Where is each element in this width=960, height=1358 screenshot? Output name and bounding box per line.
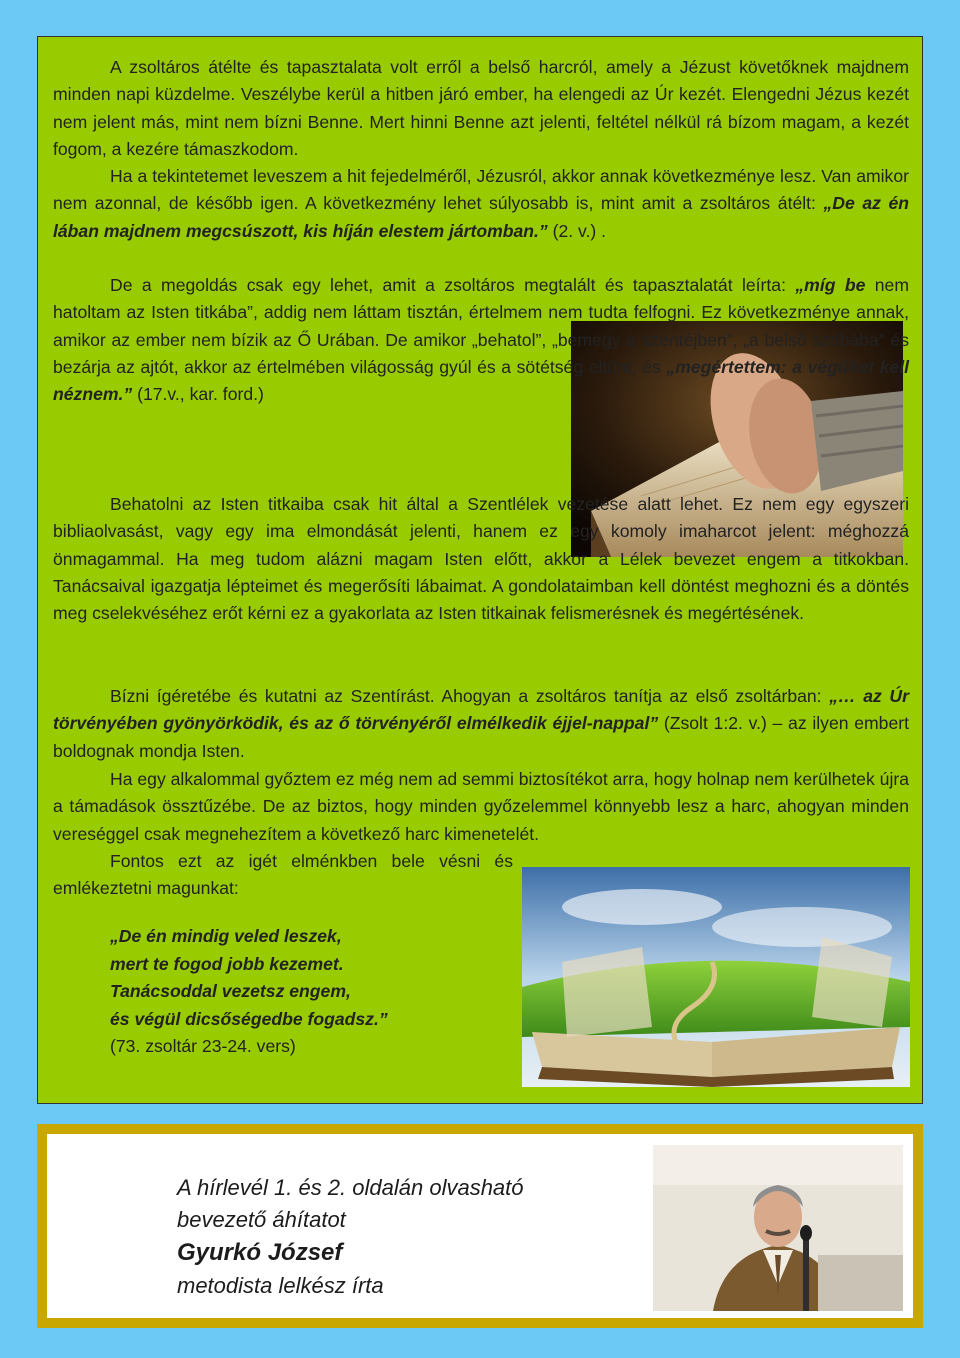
- credit-line-1: A hírlevél 1. és 2. oldalán olvasható: [177, 1175, 524, 1200]
- quote-psalm-17a: „míg be: [795, 275, 866, 295]
- paragraph-3-text-a: De a megoldás csak egy lehet, amit a zsoltáros megtalált és tapasztalatát leírta:: [110, 275, 796, 295]
- paragraph-3-ref: (17.v., kar. ford.): [132, 384, 264, 405]
- quote-psalm-1: „… az Úr törvényében gyönyörködik, és az ő törvényéről elmélkedik éjjel-nappal”: [53, 686, 909, 734]
- open-book-landscape-photo: [522, 867, 910, 1087]
- paragraph-2-ref: (2. v.) .: [547, 220, 607, 241]
- paragraph-5-ref: (Zsolt 1:2. v.) – az ilyen embert boldognak mondja Isten.: [53, 713, 909, 761]
- verse-reference: (73. zsoltár 23-24. vers): [110, 1036, 296, 1056]
- verse-line-4: és végül dicsőségedbe fogadsz.”: [110, 1008, 388, 1029]
- quote-psalm-2: „De az én lában majdnem megcsúszott, kis híján elestem jártomban.”: [53, 193, 909, 241]
- paragraph-2-text: Ha a tekintetemet leveszem a hit fejedelméről, Jézusról, akkor annak következménye lesz. Van amikor nem azonnal, de később igen. A következmény lehet súlyosabb is, mint amit a zsoltáros átélt:: [53, 166, 909, 214]
- article-box: [37, 36, 923, 1104]
- author-role: metodista lelkész írta: [177, 1273, 384, 1298]
- author-name: Gyurkó József: [177, 1239, 343, 1266]
- author-photo: [653, 1145, 903, 1311]
- paragraph-1: A zsoltáros átélte és tapasztalata volt erről a belső harcról, amely a Jézust követőknek majdnem minden napi küzdelme. Veszélybe kerül a hitben járó ember, ha elengedi az Úr kezét. Elengedni Jézus kezét nem jelent más, mint nem bízni Benne. Mert hinni Benne azt jelenti, feltétel nélkül rá bízom magam, a kezét fogom, a kezére támaszkodom.: [53, 57, 909, 159]
- verse-line-1: „De én mindig veled leszek,: [110, 926, 342, 946]
- paragraph-5: [53, 683, 909, 765]
- quote-psalm-17b: „megértettem: a végüket kell néznem.”: [53, 356, 910, 405]
- paragraph-3: [53, 272, 909, 408]
- paragraph-2: [53, 163, 909, 245]
- paragraph-6: Ha egy alkalommal győztem ez még nem ad semmi biztosítékot arra, hogy holnap nem kerülhetek újra a támadások össztűzébe. De az biztos, hogy minden győzelemmel könnyebb lesz a harc, ahogyan minden vereséggel csak megnehezítem a következő harc kimenetelét.: [53, 769, 909, 844]
- credit-line-2: bevezető áhítatot: [177, 1207, 346, 1232]
- verse-line-2: mert te fogod jobb kezemet.: [110, 953, 344, 974]
- verse-line-3: Tanácsoddal vezetsz engem,: [110, 981, 351, 1001]
- paragraph-3-text-b: nem hatoltam az Isten titkába”, addig nem láttam tisztán, értelmem nem tudta felfogni. Ez következménye annak, amikor az ember nem bízik az Ő Urában. De amikor „behatol”, „bemegy a szentéjben”, „a belső szobába” és bezárja az ajtót, akkor az értelmében világosság gyúl és a sötétség eltűnt, és: [53, 275, 909, 377]
- paragraph-5-text: Bízni ígéretébe és kutatni az Szentírást. Ahogyan a zsoltáros tanítja az első zsoltárban:: [110, 686, 830, 706]
- paragraph-7: Fontos ezt az igét elménkben bele vésni és emlékeztetni magunkat:: [53, 851, 513, 899]
- psalm-verse-block: [110, 923, 470, 1061]
- author-credit: [177, 1172, 524, 1302]
- paragraph-4: Behatolni az Isten titkaiba csak hit által a Szentlélek vezetése alatt lehet. Ez nem egy egyszeri bibliaolvasást, vagy egy ima elmondását jelenti, hanem ez egy komoly imaharcot jelent: méghozzá önmagammal. Ha meg tudom alázni magam Isten előtt, akkor a Lélek bevezet engem a titkokban. Tanácsaival igazgatja lépteimet és megerősíti lábaimat. A gondolataimban kell döntést meghozni és a döntés meg cselekvéséhez erőt kérni ez a gyakorlata az Isten titkainak felismerésnek és megértésének.: [53, 494, 909, 624]
